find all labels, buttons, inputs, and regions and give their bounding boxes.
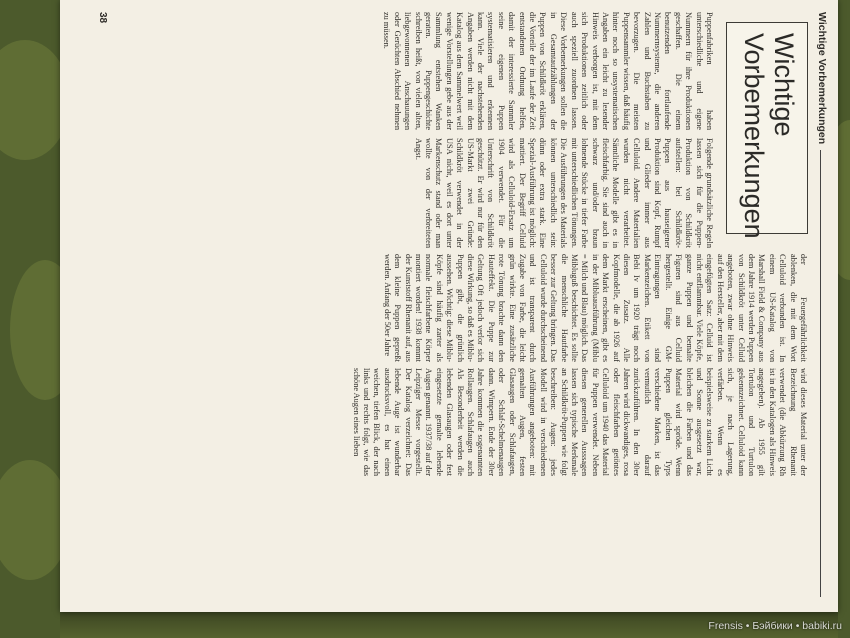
title-line-1: Wichtige	[769, 33, 799, 137]
book-page	[60, 0, 838, 612]
running-header-title: Wichtige Vorbemerkungen	[816, 12, 828, 145]
page-number: 38	[97, 12, 108, 24]
text-column-4	[118, 368, 808, 476]
column-4-text: wird dieses Material unter der Bezeichnung Rhenanit verwendet (die Abkürzung Rh ist in den Katalogen als Hinweis angegeben). Ab 1955 gilt Tortulon und Turtulon gekennzeichnet. Celluloid kann sich, je nach Lagerung, verfärben. Wenn es beispielsweise zu starkem Licht und Sonne ausgesetzt war, bleichen die Farben und das Material wird spröde. Wenn Puppen gleichen Typs verschiedene Marken, ist das vermutlich darauf zurückzuführen. In den 30er Jahren wird dickwandiges, rosa oder fleischfarben getöntes Celluloid um 1940 das Material für Puppen verwendet. Neben diesen generellen Ausssagen lassen sich typische Merkmale an Schildkröt-Puppen wie folgt beschreiben: Augen: jedes Modell wird in verschiedenen Ausführungen angeboten: mit gemalten Augen, festen Glasaugen oder Schlafaugen, oder Schlaf-Schelmenaugen dann. Wimpern. Ende der 30er Jahre kommen die sogenannten Rollaugen. Schlafaugen auch Als Besonderheit werden die lebenden Glasaugen oder fest eingesetzte gemalte lebende Augen genannt. 1937/38 auf der Leipziger Messe vorgestellt. Der Katalog verzeichnet: Das lebende Auge ist wunderbar ausdrucksvoll, es hat einen weichen, tiefen Blick, der nach links und rechts folgt, wie das schöne Augen eines lieben	[351, 368, 808, 476]
column-2-text: Folgende grundsätzliche Regeln lassen sich für die Puppen-Produktion von Schildkröt aufstellen: bei Schildkröt-Puppen aus hauseigener Produktion sind Kopf, Rumpf und Glieder immer aus Celluloid. Andere Materialien wurden nicht verarbeitet. Sämtliche Modelle gibt es in fleischfarbig. Sie sind auch in schwarz und/oder braun lohnende Stücke in tiefer Farbe mit unterschiedlichen Tönungen. Die Ausführungen des Materials können unterschiedlich sein: dünn oder extra stark. Eine Spezial-Ausführung ist möglich: mattiert. Der Begriff Celluid wird als Celluloid-Ersatz um 1904 verwendet. Für die Unterschrift von Schildkröt geschützt. Er wird nur für den US-Markt zwei Gründe: Schildkröt verwendet in der USA nicht, weil es dort unter Markenschutz stand oder man wollte von der verbreiteten Angst.	[413, 138, 714, 248]
text-column-3	[118, 254, 808, 362]
text-column-1	[124, 12, 714, 130]
running-header	[814, 12, 830, 597]
header-rule	[821, 150, 822, 597]
title-line-2: Vorbemerkungen	[739, 33, 769, 239]
text-column-2	[124, 138, 714, 248]
watermark-text: Frensis • Бэйбики • babiki.ru	[708, 620, 842, 632]
title-box	[726, 22, 808, 239]
column-1-text: Puppenfabriken haben unterschiedliche und eigene Nummern für ihre Produktionen geschaffen. Die einem benutzenden fortlaufende Nummernsysteme, die anderen Zahlen und Buchstaben zu bevorzugen. Die meisten Puppensammler wissen, daß häufig hinter noch so unsystematischen Angaben ein leicht zu lesender Hinweis verborgen ist, mit dem sich Produktionen zeitlich oder auch speziell zuordnen lassen. Diese Vorbemerkungen sollen die in Gesamtaufzählungen der Puppen von Schildkröt erklären, die Vorteile der im Laufe der Zeit entstandenen Ordnung helfen, damit der interessierte Sammler seine eigenen Puppen systematisieren und erkennen kann. Viele der nachstehenden Angaben werden nicht mit dem Katalog aus dem Sammelwert weil wenige Vorstellungen gebe aus der Sammlung entstehen Wanken geraten. Puppengeschichte schreiben heißt, von vielen alten, liebgewonnenen Anschauungen oder Gerüchten Abschied nehmen zu müssen.	[382, 12, 714, 130]
text-column-5	[108, 483, 808, 597]
column-3-text: der Feuergefährlichkeit ablenken, die mit dem Wort Celluloid verbunden ist. In einem US-Katalog von Marshall Field & Company aus dem Jahre 1914 werden Puppen von Schildkröt unter Celluid angeboten, zwar ohne Hinweis auf den Hersteller, aber mit dem eingefügten Satz: Celluid ist nicht entflammbar. Viele Köpfe, ganze Puppen und bemalte Figuren sind aus Celluid hergestellt. Einige GM-Eintragungen sind Markenzeichen. Etikett von Bebi Iv um 1920 trägt noch diesen Zusatz. Alle Kopfmodelle, die ab 1926 auf dem Markt erscheinen, gibt es in der Mibluausführung (Miblu = Milch und Blau) möglich. Das Mibluguß beschichtet. Es sollte die menschliche Hautfarbe besser zur Geltung bringen. Das Celluloid wurde durchscheinend und ist transparent durch Zugabe von Farbe, die leicht grün wirkte. Eine zusätzliche rote Tönung brachte dann den Hauteffekt. Die Puppe zur Geltung Oft jedoch verlor sich diese Wirkung, so daß es Miblu-Puppen gibt, die grünlich aussehen. Wichtig: diese Miblu-Köpfe sind häufig zarter als normale fleischfarbene Körper montiert worden! 1938 kommt der Kunststoff Rhenanit auf, aus dem kleine Puppen gepreßt werden. Anfang der 50er Jahre	[382, 254, 808, 362]
rotated-page-content	[60, 0, 838, 612]
